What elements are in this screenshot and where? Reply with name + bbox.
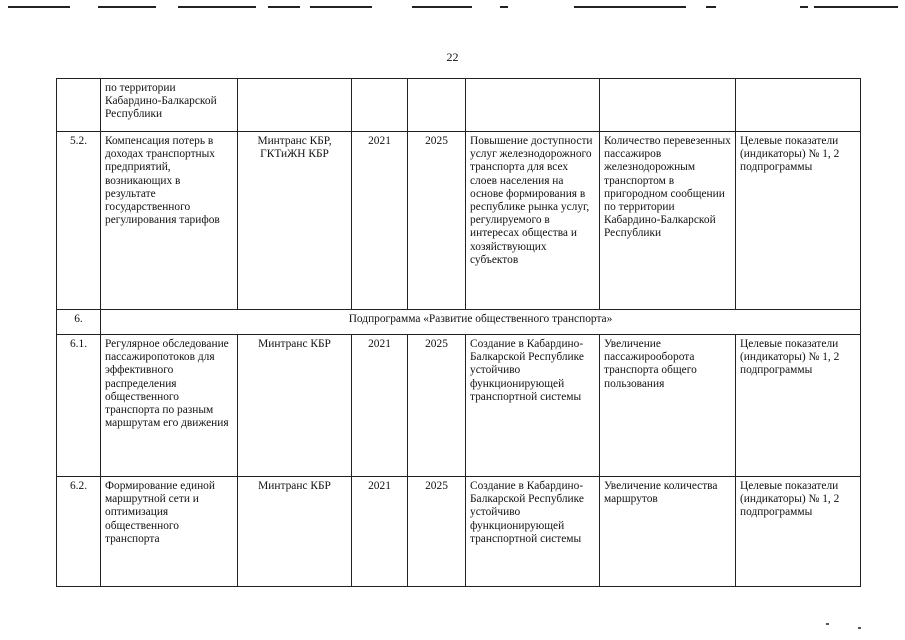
executor: Минтранс КБР xyxy=(238,335,352,477)
page-number: 22 xyxy=(446,50,459,64)
row-number: 6.1. xyxy=(57,335,101,477)
indicator-link xyxy=(736,79,861,132)
measure-name: по территории Кабардино-Балкарской Республики xyxy=(101,79,238,132)
indicator: Количество перевезенных пассажиров железнодорожным транспортом в пригородном сообщении по территории Кабардино-Балкарской Республики xyxy=(600,132,736,310)
measure-name: Регулярное обследование пассажиропотоков для эффективного распределения общественного транспорта по разным маршрутам его движения xyxy=(101,335,238,477)
end-year xyxy=(408,79,466,132)
start-year: 2021 xyxy=(352,132,408,310)
end-year: 2025 xyxy=(408,132,466,310)
indicator-link: Целевые показатели (индикаторы) № 1, 2 подпрограммы xyxy=(736,335,861,477)
scan-artifact-line xyxy=(500,6,508,8)
indicator-link: Целевые показатели (индикаторы) № 1, 2 подпрограммы xyxy=(736,132,861,310)
program-table xyxy=(56,78,861,587)
scan-artifact-line xyxy=(574,6,686,8)
table-row xyxy=(57,79,861,132)
end-year: 2025 xyxy=(408,335,466,477)
scan-artifact-line xyxy=(8,6,70,8)
row-number: 6.2. xyxy=(57,477,101,587)
row-number xyxy=(57,79,101,132)
start-year: 2021 xyxy=(352,335,408,477)
table-row xyxy=(57,335,861,477)
indicator: Увеличение пассажирооборота транспорта общего пользования xyxy=(600,335,736,477)
scan-artifact-line xyxy=(706,6,716,8)
scan-artifact-line xyxy=(814,6,898,8)
scan-artifact-line xyxy=(800,6,808,8)
table-row xyxy=(57,477,861,587)
end-year: 2025 xyxy=(408,477,466,587)
scan-artifact-line xyxy=(268,6,300,8)
indicator-link: Целевые показатели (индикаторы) № 1, 2 подпрограммы xyxy=(736,477,861,587)
row-number: 6. xyxy=(57,310,101,335)
scan-artifact-line xyxy=(98,6,156,8)
table-row xyxy=(57,132,861,310)
scan-artifact-line xyxy=(310,6,372,8)
indicator xyxy=(600,79,736,132)
scan-artifact-line xyxy=(178,6,256,8)
subprogram-title: Подпрограмма «Развитие общественного транспорта» xyxy=(101,310,861,335)
expected-result xyxy=(466,79,600,132)
row-number: 5.2. xyxy=(57,132,101,310)
measure-name: Компенсация потерь в доходах транспортных предприятий, возникающих в результате государственного регулирования тарифов xyxy=(101,132,238,310)
expected-result: Создание в Кабардино-Балкарской Республике устойчиво функционирующей транспортной системы xyxy=(466,477,600,587)
executor xyxy=(238,79,352,132)
start-year xyxy=(352,79,408,132)
subprogram-row xyxy=(57,310,861,335)
scan-speck xyxy=(858,627,861,629)
scan-artifact-line xyxy=(412,6,472,8)
start-year: 2021 xyxy=(352,477,408,587)
indicator: Увеличение количества маршрутов xyxy=(600,477,736,587)
expected-result: Повышение доступности услуг железнодорожного транспорта для всех слоев населения на основе формирования в республике рынка услуг, регулируемого в интересах общества и хозяйствующих субъектов xyxy=(466,132,600,310)
scan-speck xyxy=(826,623,829,625)
measure-name: Формирование единой маршрутной сети и оптимизация общественного транспорта xyxy=(101,477,238,587)
executor: Минтранс КБР, ГКТиЖН КБР xyxy=(238,132,352,310)
expected-result: Создание в Кабардино-Балкарской Республике устойчиво функционирующей транспортной системы xyxy=(466,335,600,477)
executor: Минтранс КБР xyxy=(238,477,352,587)
